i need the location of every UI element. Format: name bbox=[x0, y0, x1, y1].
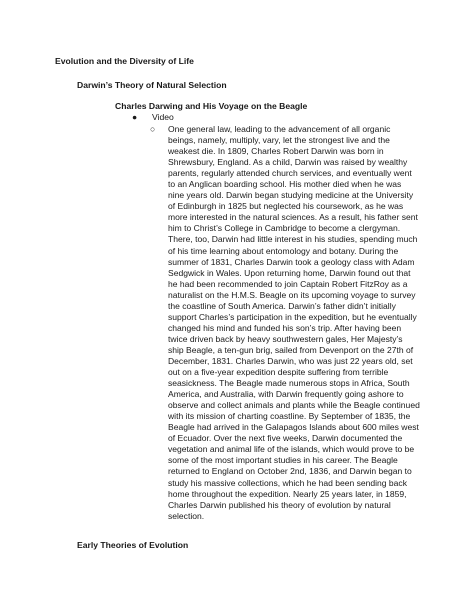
paragraph-line: twice driven back by heavy southwestern gales, Her Majesty’s bbox=[168, 333, 403, 344]
paragraph-line: returned to England on October 2nd, 1836, and Darwin began to bbox=[168, 466, 412, 477]
paragraph-line: home throughout the expedition. Nearly 25 years later, in 1859, bbox=[168, 488, 407, 499]
paragraph-line: study his massive collections, which he had been sending back bbox=[168, 477, 407, 488]
paragraph-line: weakest die. In 1809, Charles Robert Darwin was born in bbox=[168, 146, 384, 157]
paragraph-line: observe and collect animals and plants while the Beagle continued bbox=[168, 400, 420, 411]
paragraph-line: out on a five-year expedition despite suffering from terrible bbox=[168, 367, 389, 378]
paragraph-line: One general law, leading to the advancement of all organic bbox=[168, 124, 391, 134]
paragraph-line: parents, regularly attended church services, and eventually went bbox=[168, 168, 412, 179]
document-title: Evolution and the Diversity of Life bbox=[55, 56, 194, 66]
paragraph-line: Sedgwick in Wales. Upon returning home, Darwin found out that bbox=[168, 267, 411, 278]
paragraph-line: support Charles’s participation in the expedition, but he eventually bbox=[168, 311, 417, 322]
paragraph-line: ship Beagle, a ten-gun brig, sailed from Devenport on the 27th of bbox=[168, 344, 414, 355]
paragraph-line: him to Christ’s College in Cambridge to become a clergyman. bbox=[168, 223, 401, 234]
paragraph-line: of his time learning about entomology and botany. During the bbox=[168, 245, 399, 256]
paragraph-line: of Ecuador. Over the next five weeks, Darwin documented the bbox=[168, 433, 403, 444]
sub-bullet-marker: ○ bbox=[150, 124, 156, 134]
paragraph-line: Beagle had arrived in the Galapagos Islands about 600 miles west bbox=[168, 422, 419, 433]
paragraph-line: There, too, Darwin had little interest in his studies, spending much bbox=[168, 234, 418, 245]
paragraph-line: nine years old. Darwin began studying medicine at the University bbox=[168, 190, 414, 201]
paragraph-line: to an Anglican boarding school. His mother died when he was bbox=[168, 179, 402, 190]
paragraph-line: Shrewsbury, England. As a child, Darwin was raised by wealthy bbox=[168, 157, 408, 168]
section-heading-natural-selection: Darwin’s Theory of Natural Selection bbox=[77, 80, 227, 90]
paragraph-line: he had been recommended to join Captain Robert FitzRoy as a bbox=[168, 278, 408, 289]
paragraph-line: summer of 1831, Charles Darwin took a geology class with Adam bbox=[168, 256, 415, 267]
paragraph-line: vegetation and animal life of the islands, which would prove to be bbox=[168, 444, 415, 455]
paragraph-line: naturalist on the H.M.S. Beagle on its upcoming voyage to survey bbox=[168, 289, 416, 300]
subsection-heading-voyage: Charles Darwing and His Voyage on the Beagle bbox=[115, 101, 308, 111]
paragraph-line: some of the most important studies in his career. The Beagle bbox=[168, 455, 398, 466]
paragraph-line: seasickness. The Beagle made numerous stops in Africa, South bbox=[168, 378, 410, 389]
sub-bullet-paragraph bbox=[168, 124, 430, 522]
paragraph-line: of Edinburgh in 1825 but neglected his coursework, as he was bbox=[168, 201, 404, 212]
bullet-label-video: Video bbox=[152, 112, 174, 122]
paragraph-line: Charles Darwin published his theory of evolution by natural bbox=[168, 499, 391, 510]
paragraph-line: changed his mind and funded his son’s trip. After having been bbox=[168, 322, 402, 333]
paragraph-line: more interested in the natural sciences. As a result, his father sent bbox=[168, 212, 418, 223]
paragraph-line: America, and Australia, with Darwin frequently going ashore to bbox=[168, 389, 404, 400]
paragraph-line: with its mission of charting coastline. By September of 1835, the bbox=[168, 411, 411, 422]
bullet-marker: ● bbox=[132, 112, 138, 122]
section-heading-early-theories: Early Theories of Evolution bbox=[77, 540, 189, 550]
paragraph-line: December, 1831. Charles Darwin, who was just 22 years old, set bbox=[168, 355, 413, 366]
paragraph-line: beings, namely, multiply, vary, let the strongest live and the bbox=[168, 135, 390, 146]
paragraph-line: the coastline of South America. Darwin’s father didn’t initially bbox=[168, 300, 396, 311]
paragraph-line: selection. bbox=[168, 510, 205, 521]
